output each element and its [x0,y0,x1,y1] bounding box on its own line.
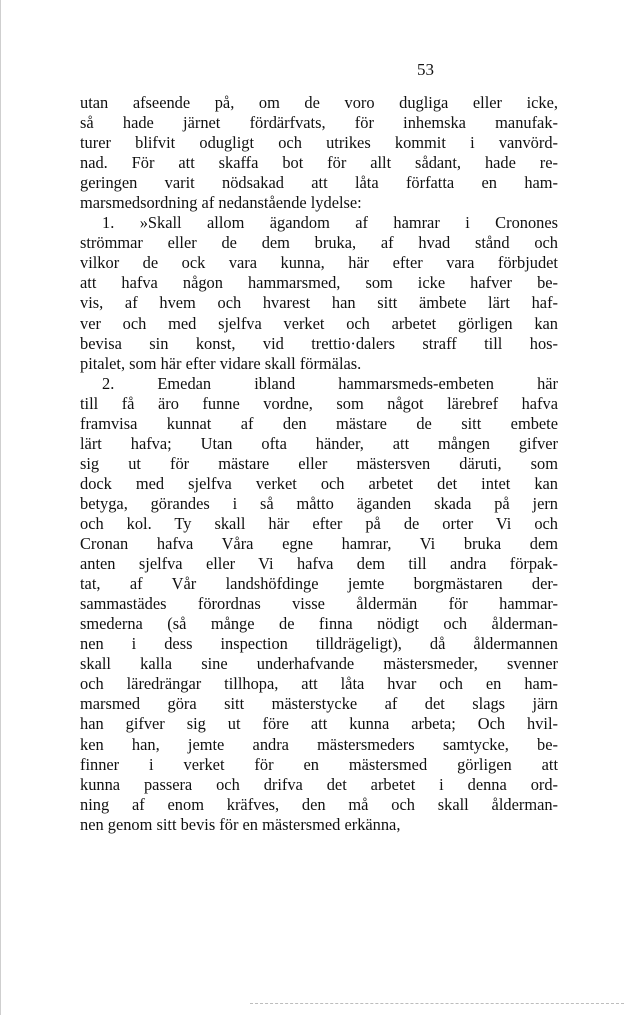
text-line: lärt hafva; Utan ofta händer, att mången gifver [80,433,558,453]
text-line: smederna (så månge de finna nödigt och ålderman- [80,614,558,634]
text-line: nad. För att skaffa bot för allt sådant, hade re- [80,153,558,173]
text-line: anten sjelfva eller Vi hafva dem till andra förpak- [80,554,558,574]
text-line: att hafva någon hammarsmed, som icke hafver be- [80,273,558,293]
text-line: 1. »Skall allom ägandom af hamrar i Cronones [102,213,558,233]
text-line: marsmedsordning af nedanstående lydelse: [80,193,362,213]
text-line: nen i dess inspection tilldrägeligt), då åldermannen [80,634,558,654]
page-number: 53 [417,60,434,79]
text-line: Cronan hafva Våra egne hamrar, Vi bruka dem [80,534,558,554]
text-line: dock med sjelfva verket och arbetet det intet kan [80,473,558,493]
text-line: ken han, jemte andra mästersmeders samtycke, be- [80,734,558,754]
text-line: så hade järnet fördärfvats, för inhemska manufak- [80,113,558,133]
text-line: utan afseende på, om de voro dugliga eller icke, [80,93,558,112]
text-line: han gifver sig ut före att kunna arbeta; Och hvil- [80,714,558,734]
text-line: sammastädes förordnas visse åldermän för hammar- [80,594,558,614]
text-line: nen genom sitt bevis för en mästersmed erkänna, [80,814,401,834]
text-line: finner i verket för en mästersmed görligen att [80,754,558,774]
bottom-rule [250,1003,624,1004]
text-line: skall kalla sine underhafvande mästersmeder, svenner [80,654,558,674]
text-line: vis, af hvem och hvarest han sitt ämbete lärt haf- [80,293,558,313]
text-line: kunna passera och drifva det arbetet i denna ord- [80,774,558,794]
text-line: geringen varit nödsakad att låta författa en ham- [80,173,558,193]
text-line: 2. Emedan ibland hammarsmeds-embeten här [102,373,558,393]
text-line: ning af enom kräfves, den må och skall ålderman- [80,794,558,814]
text-line: marsmed göra sitt mästerstycke af det slags järn [80,694,558,714]
text-line: strömmar eller de dem bruka, af hvad stånd och [80,233,558,253]
body-text [80,93,558,835]
text-line: pitalet, som här efter vidare skall förmälas. [80,353,362,373]
text-line: framvisa kunnat af den mästare de sitt embete [80,413,558,433]
page-edge [0,0,1,1015]
text-line: vilkor de ock vara kunna, här efter vara förbjudet [80,253,558,273]
text-line: till få äro funne vordne, som något lärebref hafva [80,393,558,413]
text-line: bevisa sin konst, vid trettio·dalers straff till hos- [80,333,558,353]
text-line: ver och med sjelfva verket och arbetet görligen kan [80,313,558,333]
text-line: och kol. Ty skall här efter på de orter Vi och [80,513,558,533]
text-line: turer blifvit odugligt och utrikes kommit i vanvörd- [80,133,558,153]
text-line: betyga, görandes i så måtto äganden skada på jern [80,493,558,513]
text-line: och läredrängar tillhopa, att låta hvar och en ham- [80,674,558,694]
text-line: sig ut för mästare eller mästersven däruti, som [80,453,558,473]
text-line: tat, af Vår landshöfdinge jemte borgmästaren der- [80,574,558,594]
